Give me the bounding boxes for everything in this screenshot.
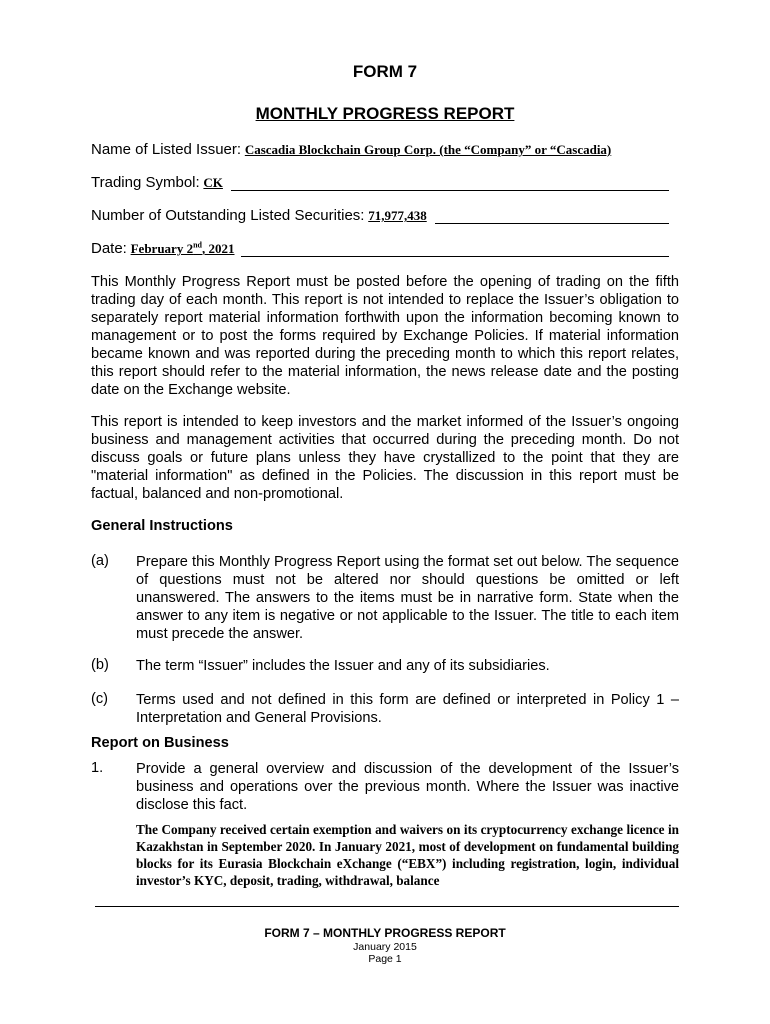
instruction-a-text: Prepare this Monthly Progress Report using the format set out below. The sequence of questions must not be altered nor should questions be omitted or left unanswered. The answers to the items must be in narrative form. State when the answer to any item is negative or not applicable to the Issuer. The title to each item must precede the answer. (136, 554, 679, 642)
symbol-underline (231, 190, 669, 191)
issuer-value: Cascadia Blockchain Group Corp. (the “Company” or “Cascadia) (244, 142, 612, 157)
symbol-value: CK (203, 175, 223, 190)
footer-page-number: Page 1 (368, 953, 402, 965)
instruction-a-mark: (a) (91, 553, 109, 569)
instruction-c-mark: (c) (91, 691, 109, 707)
footer-divider (95, 906, 679, 907)
symbol-field (91, 174, 669, 194)
date-value: February 2nd, 2021 (130, 240, 235, 256)
footer-title: FORM 7 – MONTHLY PROGRESS REPORT (264, 926, 506, 940)
form-label: FORM 7 (352, 62, 418, 81)
business-item-1-text: Provide a general overview and discussion of the development of the Issuer’s business and operations over the previous month. Where the Issuer was inactive disclose this fact. (136, 761, 679, 813)
instruction-b-mark: (b) (91, 657, 109, 673)
securities-underline (435, 223, 669, 224)
securities-value: 71,977,438 (368, 208, 427, 223)
business-item-1-answer: The Company received certain exemption and waivers on its cryptocurrency exchange licence in Kazakhstan in September 2020. In January 2021, most of development on fundamental building blocks for its Eurasia Blockchain eXchange (“EBX”) including registration, login, individual investor’s KYC, deposit, trading, withdrawal, balance (136, 822, 679, 888)
issuer-field (91, 141, 669, 161)
date-label: Date: (91, 240, 127, 257)
symbol-label: Trading Symbol: (91, 174, 200, 191)
report-title: MONTHLY PROGRESS REPORT (255, 104, 515, 123)
issuer-label: Name of Listed Issuer: (91, 141, 242, 158)
intro-paragraph-2: This report is intended to keep investors and the market informed of the Issuer’s ongoing business and management activities that occurred during the preceding month. Do not discuss goals or future plans unless they have crystallized to the point that they are "material information" as defined in the Policies. The discussion in this report must be factual, balanced and non-promotional. (91, 414, 679, 502)
securities-field (91, 207, 669, 227)
business-item-1-mark: 1. (91, 760, 104, 776)
general-instructions-heading: General Instructions (91, 518, 233, 534)
footer-edition: January 2015 (353, 941, 417, 953)
securities-label: Number of Outstanding Listed Securities: (91, 207, 365, 224)
instruction-b-text: The term “Issuer” includes the Issuer and any of its subsidiaries. (136, 658, 550, 674)
report-on-business-heading: Report on Business (91, 735, 229, 751)
intro-paragraph-1: This Monthly Progress Report must be posted before the opening of trading on the fifth trading day of each month. This report is not intended to replace the Issuer’s obligation to separately report material information forthwith upon the information becoming known to management or to post the forms required by Exchange Policies. If material information became known and was reported during the preceding month to which this report relates, this report should refer to the material information, the news release date and the posting date on the Exchange website. (91, 274, 679, 398)
date-field (91, 240, 669, 260)
instruction-c-text: Terms used and not defined in this form are defined or interpreted in Policy 1 – Interpretation and General Provisions. (136, 692, 679, 726)
date-underline (241, 256, 669, 257)
